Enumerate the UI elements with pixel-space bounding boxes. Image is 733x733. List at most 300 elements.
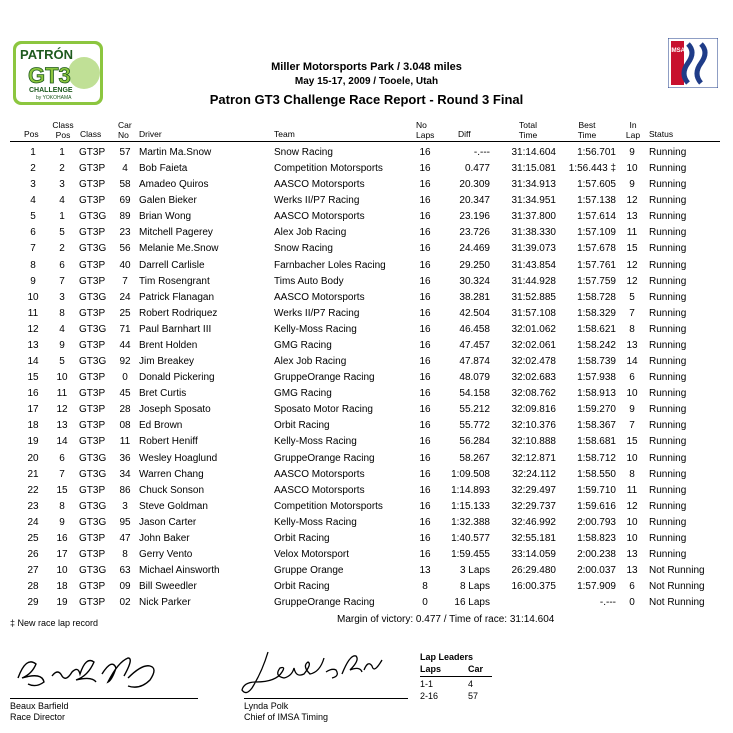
cell-class: GT3P — [79, 147, 106, 158]
cell-in-lap: 14 — [626, 356, 638, 368]
cell-team: AASCO Motorsports — [274, 291, 365, 303]
lap-leaders-laps-1: 1-1 — [420, 679, 434, 689]
cell-driver: Jim Breakey — [139, 356, 195, 368]
timing-name: Lynda Polk — [244, 701, 289, 711]
cell-total-time: 32:09.816 — [511, 404, 556, 416]
cell-diff: 20.347 — [459, 195, 490, 207]
cell-pos: 13 — [27, 339, 39, 351]
cell-diff: 1:32.388 — [451, 516, 490, 528]
cell-class: GT3P — [79, 307, 106, 319]
cell-class: GT3P — [79, 227, 106, 239]
cell-in-lap: 9 — [629, 179, 635, 191]
table-row — [0, 597, 733, 613]
cell-total-time: 31:39.073 — [511, 243, 556, 255]
cell-best-time: 1:58.712 — [577, 452, 616, 464]
cell-car-no: 25 — [119, 307, 131, 319]
timing-signature-line — [244, 698, 408, 699]
cell-pos: 22 — [27, 484, 39, 496]
cell-status: Running — [649, 500, 687, 512]
cell-no-laps: 16 — [419, 388, 431, 400]
cell-no-laps: 16 — [419, 372, 431, 384]
cell-total-time: 33:14.059 — [511, 549, 556, 560]
cell-class-pos: 1 — [59, 211, 65, 223]
col-diff: Diff — [458, 129, 471, 139]
cell-diff: 20.309 — [459, 179, 490, 191]
cell-car-no: 09 — [119, 581, 131, 593]
cell-class-pos: 13 — [56, 420, 68, 432]
cell-pos: 29 — [27, 597, 39, 609]
cell-total-time: 31:57.108 — [511, 307, 556, 319]
cell-car-no: 89 — [119, 211, 131, 223]
cell-car-no: 34 — [119, 468, 131, 480]
col-in-lap: In Lap — [625, 120, 641, 140]
table-row — [0, 485, 733, 501]
col-total-time: Total Time — [518, 120, 538, 140]
cell-diff: 29.250 — [459, 259, 490, 271]
cell-no-laps: 8 — [422, 581, 428, 593]
cell-driver: Melanie Me.Snow — [139, 243, 219, 255]
header-rule — [10, 141, 720, 142]
cell-diff: 16 Laps — [454, 597, 490, 609]
cell-class: GT3P — [79, 163, 106, 175]
logo-word3: CHALLENGE — [29, 87, 73, 94]
cell-diff: 1:15.133 — [451, 500, 490, 512]
cell-status: Running — [649, 468, 687, 480]
cell-car-no: 28 — [119, 404, 131, 416]
cell-team: Farnbacher Loles Racing — [274, 259, 386, 271]
lap-leaders-col-car: Car — [468, 664, 484, 674]
cell-pos: 21 — [27, 468, 39, 480]
cell-pos: 8 — [30, 259, 36, 271]
cell-status: Running — [649, 339, 687, 351]
cell-best-time: 1:59.616 — [577, 500, 616, 512]
cell-pos: 18 — [27, 420, 39, 432]
cell-best-time: -.--- — [599, 597, 616, 609]
cell-no-laps: 16 — [419, 436, 431, 448]
cell-status: Running — [649, 259, 687, 271]
cell-in-lap: 6 — [629, 372, 635, 384]
cell-car-no: 69 — [119, 195, 131, 207]
cell-best-time: 1:57.761 — [577, 259, 616, 271]
table-row — [0, 517, 733, 533]
timing-role: Chief of IMSA Timing — [244, 712, 329, 722]
cell-diff: -.--- — [473, 147, 490, 158]
cell-team: Competition Motorsports — [274, 163, 383, 175]
cell-diff: 58.267 — [459, 452, 490, 464]
cell-total-time: 32:02.061 — [511, 339, 556, 351]
cell-pos: 1 — [30, 147, 36, 158]
director-block — [10, 701, 69, 723]
cell-no-laps: 16 — [419, 500, 431, 512]
cell-no-laps: 16 — [419, 452, 431, 464]
cell-class: GT3G — [79, 323, 107, 335]
cell-in-lap: 0 — [629, 597, 635, 609]
cell-car-no: 58 — [119, 179, 131, 191]
cell-team: AASCO Motorsports — [274, 179, 365, 191]
cell-best-time: 1:58.681 — [577, 436, 616, 448]
cell-team: GruppeOrange Racing — [274, 452, 375, 464]
cell-team: AASCO Motorsports — [274, 211, 365, 223]
cell-in-lap: 12 — [626, 500, 638, 512]
cell-pos: 26 — [27, 549, 39, 560]
cell-in-lap: 10 — [626, 163, 638, 175]
cell-in-lap: 8 — [629, 323, 635, 335]
cell-status: Running — [649, 163, 687, 175]
cell-best-time: 1:57.605 — [577, 179, 616, 191]
cell-car-no: 40 — [119, 259, 131, 271]
cell-best-time: 2:00.793 — [577, 516, 616, 528]
cell-car-no: 23 — [119, 227, 131, 239]
cell-class: GT3P — [79, 388, 106, 400]
table-row — [0, 404, 733, 420]
cell-class: GT3P — [79, 532, 106, 544]
cell-in-lap: 6 — [629, 581, 635, 593]
cell-class-pos: 2 — [59, 163, 65, 175]
cell-driver: Patrick Flanagan — [139, 291, 215, 303]
cell-class: GT3P — [79, 436, 106, 448]
table-row — [0, 260, 733, 276]
cell-team: Orbit Racing — [274, 532, 330, 544]
cell-status: Running — [649, 307, 687, 319]
cell-class: GT3P — [79, 339, 106, 351]
cell-pos: 12 — [27, 323, 39, 335]
cell-team: AASCO Motorsports — [274, 484, 365, 496]
cell-in-lap: 10 — [626, 532, 638, 544]
cell-class: GT3G — [79, 452, 107, 464]
table-row — [0, 211, 733, 227]
cell-diff: 8 Laps — [459, 581, 490, 593]
cell-diff: 38.281 — [459, 291, 490, 303]
cell-driver: Darrell Carlisle — [139, 259, 205, 271]
cell-class-pos: 6 — [59, 259, 65, 271]
cell-class: GT3P — [79, 275, 106, 287]
cell-pos: 4 — [30, 195, 36, 207]
cell-total-time: 31:37.800 — [511, 211, 556, 223]
cell-no-laps: 16 — [419, 532, 431, 544]
report-title: Patron GT3 Challenge Race Report - Round 3 Final — [209, 92, 524, 107]
cell-status: Not Running — [649, 597, 705, 609]
cell-team: GMG Racing — [274, 339, 332, 351]
table-row — [0, 533, 733, 549]
director-name: Beaux Barfield — [10, 701, 69, 711]
cell-best-time: 1:58.329 — [577, 307, 616, 319]
cell-driver: Donald Pickering — [139, 372, 215, 384]
cell-diff: 23.726 — [459, 227, 490, 239]
cell-best-time: 1:58.621 — [577, 323, 616, 335]
cell-in-lap: 11 — [626, 484, 638, 496]
cell-team: Snow Racing — [274, 243, 333, 255]
table-row — [0, 163, 733, 179]
cell-best-time: 1:57.109 — [577, 227, 616, 239]
cell-team: Kelly-Moss Racing — [274, 323, 357, 335]
cell-driver: Warren Chang — [139, 468, 204, 480]
cell-total-time: 32:12.871 — [511, 452, 556, 464]
timing-block — [244, 701, 328, 723]
imsa-logo-text: IMSA — [670, 48, 685, 54]
lap-leaders-car-2: 57 — [468, 691, 479, 701]
cell-best-time: 2:00.037 — [577, 565, 616, 577]
cell-car-no: 0 — [122, 372, 128, 384]
cell-best-time: 1:57.678 — [577, 243, 616, 255]
cell-class: GT3P — [79, 404, 106, 416]
cell-in-lap: 9 — [629, 147, 635, 158]
cell-pos: 11 — [27, 307, 39, 319]
cell-class-pos: 10 — [56, 565, 68, 577]
cell-best-time: 1:58.242 — [577, 339, 616, 351]
cell-class: GT3P — [79, 549, 106, 560]
cell-class-pos: 1 — [59, 147, 65, 158]
cell-no-laps: 16 — [419, 179, 431, 191]
cell-status: Running — [649, 195, 687, 207]
margin-of-victory: Margin of victory: 0.477 / Time of race: 31:14.604 — [337, 614, 555, 625]
table-row — [0, 340, 733, 356]
cell-total-time: 32:02.683 — [511, 372, 556, 384]
cell-diff: 48.079 — [459, 372, 490, 384]
cell-total-time: 32:10.376 — [511, 420, 556, 432]
cell-class-pos: 6 — [59, 452, 65, 464]
cell-driver: Michael Ainsworth — [139, 565, 220, 577]
cell-driver: Tim Rosengrant — [139, 275, 210, 287]
cell-no-laps: 16 — [419, 307, 431, 319]
cell-class-pos: 5 — [59, 356, 65, 368]
cell-best-time: 1:58.823 — [577, 532, 616, 544]
cell-pos: 16 — [27, 388, 39, 400]
cell-pos: 9 — [30, 275, 36, 287]
cell-total-time: 26:29.480 — [511, 565, 556, 577]
cell-status: Running — [649, 404, 687, 416]
cell-driver: Paul Barnhart III — [139, 323, 212, 335]
cell-class-pos: 2 — [59, 243, 65, 255]
cell-status: Running — [649, 356, 687, 368]
cell-class-pos: 16 — [56, 532, 68, 544]
cell-car-no: 63 — [119, 565, 131, 577]
cell-diff: 46.458 — [459, 323, 490, 335]
cell-pos: 3 — [30, 179, 36, 191]
cell-no-laps: 16 — [419, 339, 431, 351]
table-row — [0, 179, 733, 195]
cell-total-time: 32:46.992 — [511, 516, 556, 528]
cell-diff: 47.457 — [459, 339, 490, 351]
table-row — [0, 324, 733, 340]
cell-total-time: 32:02.478 — [511, 356, 556, 368]
cell-class: GT3P — [79, 484, 106, 496]
cell-total-time: 31:38.330 — [511, 227, 556, 239]
logo-word4: by YOKOHAMA — [36, 95, 72, 101]
cell-car-no: 11 — [119, 436, 131, 448]
cell-driver: Bret Curtis — [139, 388, 187, 400]
cell-team: GruppeOrange Racing — [274, 372, 375, 384]
col-car-no: Car No — [118, 120, 132, 140]
cell-team: Kelly-Moss Racing — [274, 436, 357, 448]
cell-diff: 1:09.508 — [451, 468, 490, 480]
cell-class: GT3G — [79, 243, 107, 255]
cell-in-lap: 13 — [626, 565, 638, 577]
cell-status: Running — [649, 484, 687, 496]
cell-pos: 28 — [27, 581, 39, 593]
cell-car-no: 7 — [122, 275, 128, 287]
table-row — [0, 356, 733, 372]
cell-diff: 55.772 — [459, 420, 490, 432]
cell-no-laps: 16 — [419, 275, 431, 287]
timing-signature — [240, 646, 390, 698]
cell-diff: 1:59.455 — [451, 549, 490, 560]
lap-leaders-car-1: 4 — [468, 679, 474, 689]
cell-driver: Wesley Hoaglund — [139, 452, 218, 464]
cell-driver: Gerry Vento — [139, 549, 193, 560]
cell-best-time: 1:58.913 — [577, 388, 616, 400]
cell-driver: Joseph Sposato — [139, 404, 211, 416]
cell-diff: 0.477 — [464, 163, 490, 175]
cell-class: GT3P — [79, 581, 106, 593]
cell-driver: Robert Heniff — [139, 436, 198, 448]
cell-in-lap: 10 — [626, 452, 638, 464]
cell-best-time: 1:59.710 — [577, 484, 616, 496]
cell-best-time: 1:57.759 — [577, 275, 616, 287]
table-row — [0, 453, 733, 469]
cell-class: GT3G — [79, 356, 107, 368]
table-row — [0, 469, 733, 485]
cell-no-laps: 16 — [419, 549, 431, 560]
col-no-laps: No Laps — [416, 120, 435, 140]
cell-car-no: 86 — [119, 484, 131, 496]
cell-team: Alex Job Racing — [274, 227, 347, 239]
cell-driver: Bill Sweedler — [139, 581, 197, 593]
cell-diff: 47.874 — [459, 356, 490, 368]
table-row — [0, 436, 733, 452]
col-class-pos: Class Pos — [52, 120, 74, 140]
cell-class-pos: 7 — [59, 275, 65, 287]
cell-no-laps: 16 — [419, 468, 431, 480]
cell-diff: 3 Laps — [459, 565, 490, 577]
cell-team: Orbit Racing — [274, 581, 330, 593]
cell-status: Running — [649, 452, 687, 464]
cell-pos: 7 — [30, 243, 36, 255]
director-signature — [12, 648, 172, 698]
cell-in-lap: 9 — [629, 404, 635, 416]
cell-pos: 20 — [27, 452, 39, 464]
cell-total-time: 31:43.854 — [511, 259, 556, 271]
cell-car-no: 8 — [122, 549, 128, 560]
cell-total-time: 32:01.062 — [511, 323, 556, 335]
cell-class-pos: 3 — [59, 179, 65, 191]
cell-pos: 5 — [30, 211, 36, 223]
cell-team: Werks II/P7 Racing — [274, 307, 360, 319]
cell-class-pos: 4 — [59, 195, 65, 207]
cell-in-lap: 10 — [626, 516, 638, 528]
cell-pos: 2 — [30, 163, 36, 175]
cell-best-time: 1:58.739 — [577, 356, 616, 368]
cell-best-time: 1:57.909 — [577, 581, 616, 593]
cell-in-lap: 10 — [626, 388, 638, 400]
cell-class-pos: 14 — [56, 436, 68, 448]
col-best-time: Best Time — [577, 120, 597, 140]
cell-total-time: 32:10.888 — [511, 436, 556, 448]
cell-no-laps: 16 — [419, 211, 431, 223]
cell-status: Running — [649, 211, 687, 223]
cell-class-pos: 18 — [56, 581, 68, 593]
cell-no-laps: 16 — [419, 323, 431, 335]
cell-status: Running — [649, 179, 687, 191]
cell-class-pos: 3 — [59, 291, 65, 303]
cell-pos: 25 — [27, 532, 39, 544]
cell-best-time: 1:57.938 — [577, 372, 616, 384]
cell-class-pos: 10 — [56, 372, 68, 384]
table-row — [0, 372, 733, 388]
logo-word1: PATRÓN — [20, 47, 73, 62]
cell-status: Running — [649, 516, 687, 528]
cell-team: GMG Racing — [274, 388, 332, 400]
cell-pos: 15 — [27, 372, 39, 384]
cell-status: Running — [649, 436, 687, 448]
cell-best-time: 1:56.443 ‡ — [568, 163, 616, 175]
cell-status: Not Running — [649, 565, 705, 577]
cell-no-laps: 16 — [419, 516, 431, 528]
cell-diff: 55.212 — [459, 404, 490, 416]
cell-class-pos: 9 — [59, 516, 65, 528]
cell-driver: Chuck Sonson — [139, 484, 205, 496]
cell-class-pos: 17 — [56, 549, 68, 560]
cell-car-no: 02 — [119, 597, 131, 609]
cell-pos: 19 — [27, 436, 39, 448]
cell-team: Gruppe Orange — [274, 565, 344, 577]
cell-in-lap: 5 — [629, 291, 635, 303]
director-role: Race Director — [10, 712, 66, 722]
cell-in-lap: 7 — [629, 420, 635, 432]
lap-leaders-title: Lap Leaders — [420, 652, 474, 662]
cell-in-lap: 7 — [629, 307, 635, 319]
cell-class-pos: 5 — [59, 227, 65, 239]
cell-class-pos: 8 — [59, 500, 65, 512]
cell-team: Competition Motorsports — [274, 500, 383, 512]
cell-status: Running — [649, 388, 687, 400]
cell-status: Running — [649, 291, 687, 303]
cell-driver: Galen Bieker — [139, 195, 197, 207]
cell-team: GruppeOrange Racing — [274, 597, 375, 609]
cell-best-time: 1:57.614 — [577, 211, 616, 223]
cell-status: Running — [649, 372, 687, 384]
cell-class: GT3G — [79, 291, 107, 303]
cell-no-laps: 16 — [419, 291, 431, 303]
cell-best-time: 1:58.367 — [577, 420, 616, 432]
cell-driver: Jason Carter — [139, 516, 197, 528]
cell-in-lap: 12 — [626, 275, 638, 287]
cell-status: Running — [649, 243, 687, 255]
cell-car-no: 4 — [122, 163, 128, 175]
cell-no-laps: 16 — [419, 243, 431, 255]
cell-total-time: 32:24.112 — [512, 468, 556, 480]
cell-no-laps: 16 — [419, 147, 431, 158]
cell-total-time: 31:52.885 — [511, 291, 556, 303]
col-status: Status — [649, 129, 674, 139]
cell-in-lap: 13 — [626, 549, 638, 560]
cell-pos: 27 — [27, 565, 39, 577]
cell-total-time: 31:44.928 — [511, 275, 556, 287]
cell-pos: 14 — [27, 356, 39, 368]
cell-in-lap: 13 — [626, 339, 638, 351]
table-row — [0, 549, 733, 565]
cell-total-time: 32:29.497 — [511, 484, 556, 496]
cell-driver: Brent Holden — [139, 339, 198, 351]
cell-team: Sposato Motor Racing — [274, 404, 373, 416]
cell-in-lap: 12 — [626, 195, 638, 207]
cell-best-time: 1:58.728 — [577, 291, 616, 303]
cell-car-no: 71 — [119, 323, 131, 335]
cell-status: Not Running — [649, 581, 705, 593]
cell-class: GT3G — [79, 211, 107, 223]
cell-car-no: 92 — [119, 356, 131, 368]
cell-total-time: 31:14.604 — [511, 147, 556, 158]
cell-team: Velox Motorsport — [274, 549, 350, 560]
